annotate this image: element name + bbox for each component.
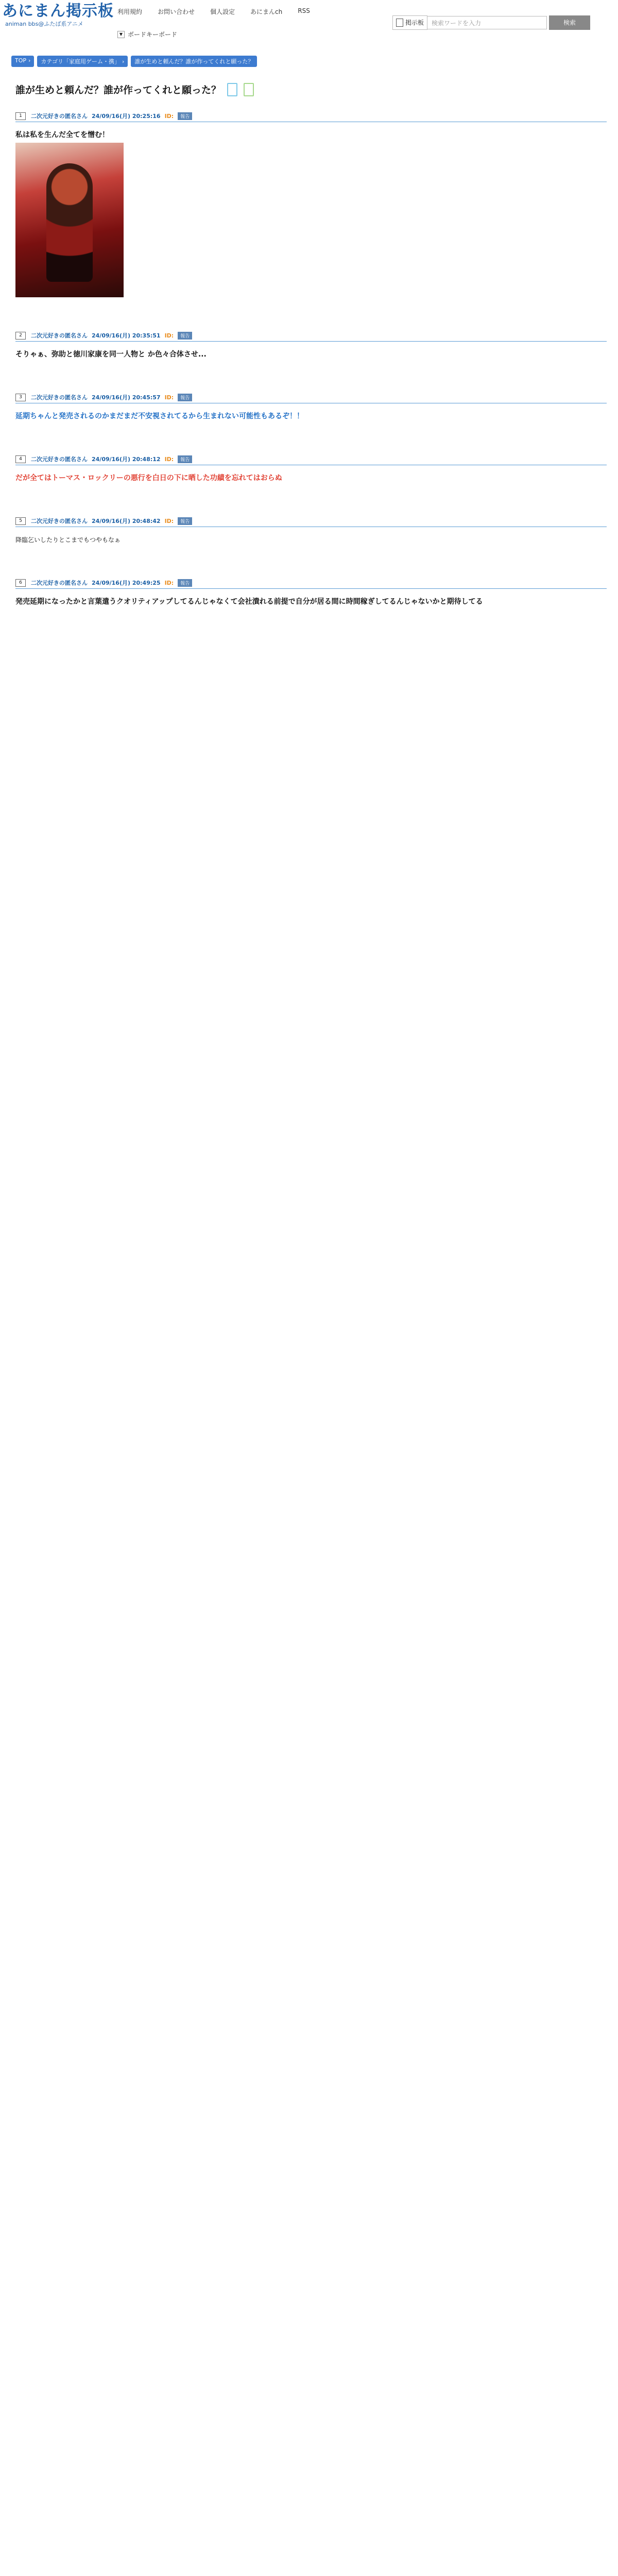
post-header — [15, 330, 607, 342]
post-date: 24/09/16(月) 20:35:51 — [92, 332, 161, 339]
post-number[interactable]: 5 — [15, 517, 26, 525]
nav-contact[interactable]: お問い合わせ — [158, 8, 195, 15]
site-logo[interactable] — [2, 3, 114, 28]
post-date: 24/09/16(月) 20:45:57 — [92, 394, 161, 401]
post-header — [15, 110, 607, 122]
breadcrumb-category-label: カテゴリ「家庭用ゲーム・携」 — [41, 58, 120, 65]
post-author: 二次元好きの匿名さん — [31, 332, 88, 339]
chevron-right-icon: › — [122, 58, 125, 65]
post-body: 延期ちゃんと発売されるのかまだまだ不安視されてるから生まれない可能性もあるぞ！！ — [15, 412, 304, 420]
post — [15, 330, 607, 360]
post — [15, 110, 607, 297]
post-header — [15, 392, 607, 403]
post-id: ID: — [164, 517, 174, 524]
report-button[interactable]: 報告 — [178, 394, 192, 401]
post-number[interactable]: 4 — [15, 455, 26, 463]
post-number[interactable]: 1 — [15, 112, 26, 120]
post-date: 24/09/16(月) 20:25:16 — [92, 113, 161, 120]
post-header — [15, 453, 607, 465]
search-input[interactable]: 検索ワードを入力 — [427, 16, 547, 29]
breadcrumb-thread-label: 誰が生めと頼んだ？誰が作ってくれと願った？ — [134, 58, 254, 65]
post-number[interactable]: 6 — [15, 579, 26, 587]
post-author: 二次元好きの匿名さん — [31, 518, 88, 524]
post-id: ID: — [164, 112, 174, 120]
post-id: ID: — [164, 394, 174, 401]
post-id: ID: — [164, 455, 174, 463]
samurai-figure-icon — [46, 163, 93, 282]
nav-animanch[interactable]: あにまんch — [250, 8, 283, 15]
report-button[interactable]: 報告 — [178, 517, 192, 525]
post-id: ID: — [164, 332, 174, 339]
report-button[interactable]: 報告 — [178, 112, 192, 120]
post-image[interactable] — [15, 143, 124, 297]
board-select-label: ボードキーボード — [128, 31, 178, 38]
post — [15, 392, 607, 422]
search-bar — [392, 15, 590, 30]
page-title — [15, 82, 254, 96]
breadcrumb-top[interactable] — [11, 56, 34, 67]
post — [15, 515, 607, 546]
post-id: ID: — [164, 579, 174, 586]
share-icon[interactable] — [227, 83, 237, 96]
logo-subtitle: animan bbs@ふたば系アニメ — [5, 21, 83, 27]
breadcrumb-thread[interactable] — [131, 56, 257, 67]
post-header — [15, 515, 607, 527]
chevron-right-icon: › — [28, 57, 31, 64]
post-date: 24/09/16(月) 20:49:25 — [92, 580, 161, 586]
thread-title-text: 誰が生めと頼んだ？誰が作ってくれと願った？ — [15, 84, 221, 96]
board-select[interactable] — [117, 30, 177, 39]
post-body: 降臨乞いしたりとこまでもつやもなぁ — [15, 536, 121, 544]
post-header — [15, 577, 607, 589]
logo-title: あにまん掲示板 — [2, 2, 114, 20]
breadcrumb-top-label: TOP — [15, 57, 27, 64]
post-author: 二次元好きの匿名さん — [31, 113, 88, 120]
post-body: だが全てはトーマス・ロックリーの悪行を白日の下に晒した功績を忘れてはおらぬ — [15, 474, 282, 482]
bookmark-icon[interactable] — [244, 83, 254, 96]
post-author: 二次元好きの匿名さん — [31, 580, 88, 586]
report-button[interactable]: 報告 — [178, 579, 192, 587]
post-body: 私は私を生んだ全てを憎む！ — [15, 131, 109, 139]
post-date: 24/09/16(月) 20:48:42 — [92, 518, 161, 524]
search-scope[interactable] — [392, 15, 427, 30]
document-icon — [396, 19, 403, 27]
nav-rss[interactable]: RSS — [298, 7, 310, 14]
post-date: 24/09/16(月) 20:48:12 — [92, 456, 161, 463]
chevron-down-icon: ▼ — [117, 31, 125, 38]
search-scope-label: 掲示板 — [405, 19, 424, 26]
post-number[interactable]: 3 — [15, 394, 26, 401]
post — [15, 453, 607, 484]
top-nav — [117, 7, 310, 16]
report-button[interactable]: 報告 — [178, 455, 192, 463]
post-body: そりゃぁ、弥助と徳川家康を同一人物と か色々合体させ... — [15, 350, 207, 359]
breadcrumb-category[interactable] — [37, 56, 128, 67]
post — [15, 577, 607, 607]
site-header — [0, 0, 618, 41]
post-body: 発売延期になったかと言葉遣うクオリティアップしてるんじゃなくて会社潰れる前提で自分が居る間に時間稼ぎしてるんじゃないかと期待してる — [15, 598, 483, 606]
breadcrumb — [11, 56, 257, 67]
nav-settings[interactable]: 個人設定 — [210, 8, 235, 15]
search-button[interactable]: 検索 — [549, 15, 590, 30]
post-author: 二次元好きの匿名さん — [31, 456, 88, 463]
report-button[interactable]: 報告 — [178, 332, 192, 340]
post-author: 二次元好きの匿名さん — [31, 394, 88, 401]
post-number[interactable]: 2 — [15, 332, 26, 340]
nav-terms[interactable]: 利用規約 — [117, 8, 143, 15]
